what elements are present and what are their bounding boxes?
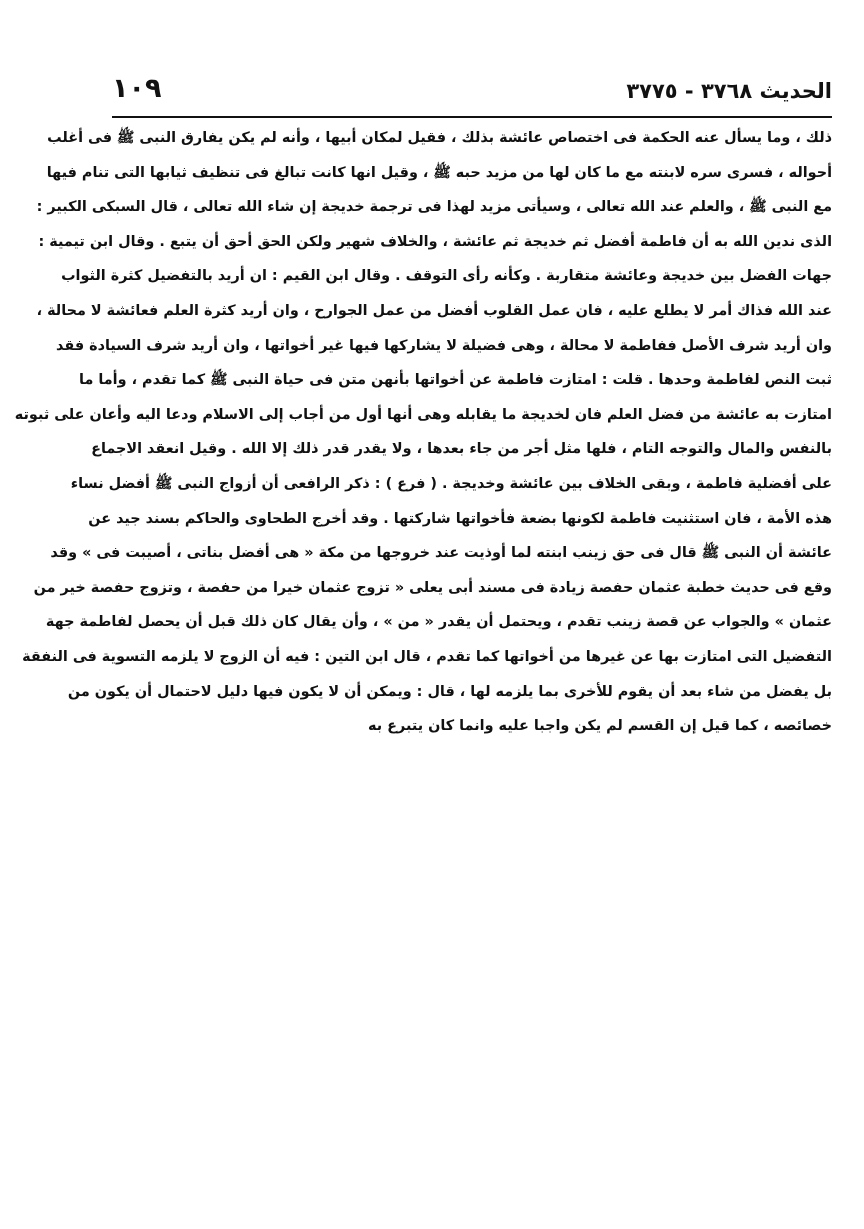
text-line: وان أريد شرف الأصل ففاطمة لا محالة ، وهى فضيلة لا يشاركها فيها غير أخواتها ، وان أريد شرف السيادة فقد bbox=[56, 337, 832, 354]
page-number: ١٠٩ bbox=[112, 73, 162, 104]
text-line: الذى ندين الله به أن فاطمة أفضل ثم خديجة ثم عائشة ، والخلاف شهير ولكن الحق أحق أن يتبع . وقال ابن تيمية : bbox=[38, 233, 832, 250]
running-title: الحديث ٣٧٦٨ - ٣٧٧٥ bbox=[626, 79, 832, 103]
text-line: هذه الأمة ، فان استثنيت فاطمة لكونها بضعة فأخواتها شاركتها . وقد أخرج الطحاوى والحاكم بسند جيد عن bbox=[88, 510, 832, 527]
text-line: عثمان » والجواب عن قصة زينب تقدم ، ويحتمل أن يقدر « من » ، وأن يقال كان ذلك قبل أن يحصل لفاطمة جهة bbox=[45, 614, 832, 631]
text-line: ثبت النص لفاطمة وحدها . قلت : امتازت فاطمة عن أخواتها بأنهن متن فى حياة النبى ﷺ كما تقدم ، وأما ما bbox=[79, 372, 832, 389]
text-line: جهات الفضل بين خديجة وعائشة متقاربة . وكأنه رأى التوقف . وقال ابن القيم : ان أريد بالتفضيل كثرة الثواب bbox=[61, 268, 832, 285]
text-line: عائشة أن النبى ﷺ قال فى حق زينب ابنته لما أوذيت عند خروجها من مكة « هى أفضل بناتى ، أصيبت فى » وقد bbox=[50, 545, 832, 562]
text-line: أحواله ، فسرى سره لابنته مع ما كان لها من مزيد حبه ﷺ ، وقيل انها كانت تبالغ فى تنظيف ثيابها التى تنام فيها bbox=[46, 164, 832, 181]
text-line: بل يفضل من شاء بعد أن يقوم للأخرى بما يلزمه لها ، قال : ويمكن أن لا يكون فيها دليل لاحتمال أن يكون من bbox=[67, 683, 832, 700]
text-line: امتازت به عائشة من فضل العلم فان لخديجة ما يقابله وهى أنها أول من أجاب إلى الاسلام ودعا اليه وأعان على ثبوته bbox=[14, 406, 832, 423]
text-line: التفضيل التى امتازت بها عن غيرها من أخواتها كما تقدم ، قال ابن التين : فيه أن الزوج لا يلزمه التسوية فى النفقة bbox=[22, 648, 832, 665]
text-line: مع النبى ﷺ ، والعلم عند الله تعالى ، وسيأتى مزيد لهذا فى ترجمة خديجة إن شاء الله تعالى ، قال السبكى الكبير : bbox=[36, 199, 832, 216]
text-line: على أفضلية فاطمة ، وبقى الخلاف بين عائشة وخديجة . ( فرع ) : ذكر الرافعى أن أزواج النبى ﷺ أفضل نساء bbox=[70, 475, 832, 492]
text-line: ذلك ، وما يسأل عنه الحكمة فى اختصاص عائشة بذلك ، فقيل لمكان أبيها ، وأنه لم يكن يفارق النبى ﷺ فى أغلب bbox=[47, 130, 832, 146]
text-line: وقع فى حديث خطبة عثمان حفصة زيادة فى مسند أبى يعلى « تزوج عثمان خيرا من حفصة ، وتزوج حفصة خير من bbox=[33, 579, 832, 596]
text-line: بالنفس والمال والتوجه التام ، فلها مثل أجر من جاء بعدها ، ولا يقدر قدر ذلك إلا الله . وقيل انعقد الاجماع bbox=[91, 441, 832, 458]
commentary-text bbox=[14, 121, 832, 744]
header-divider bbox=[112, 116, 832, 118]
text-line-last: خصائصه ، كما قيل إن القسم لم يكن واجبا عليه وانما كان يتبرع به bbox=[368, 718, 832, 735]
text-line: عند الله فذاك أمر لا يطلع عليه ، فان عمل القلوب أفضل من عمل الجوارح ، وان أريد كثرة العلم فعائشة لا محالة ، bbox=[36, 302, 832, 319]
